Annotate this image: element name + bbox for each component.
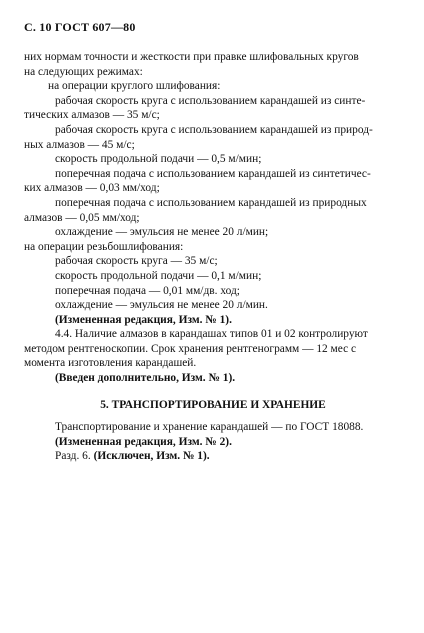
- amendment-note: (Исключен, Изм. № 1).: [93, 450, 210, 463]
- document-body: [24, 50, 402, 464]
- text-line: тических алмазов — 35 м/с;: [24, 109, 160, 122]
- amendment-note: (Измененная редакция, Изм. № 1).: [55, 313, 232, 326]
- page-header: С. 10 ГОСТ 607—80: [24, 20, 136, 34]
- text-line: рабочая скорость круга с использованием карандашей из природ-: [55, 123, 373, 136]
- text-line: методом рентгеноскопии. Срок хранения рентгенограмм — 12 мес с: [24, 342, 357, 355]
- section-6-prefix: Разд. 6.: [55, 450, 94, 463]
- section-title: 5. ТРАНСПОРТИРОВАНИЕ И ХРАНЕНИЕ: [100, 398, 326, 411]
- text-line: поперечная подача с использованием карандашей из природных: [55, 196, 367, 209]
- text-line: на операции круглого шлифования:: [48, 80, 221, 93]
- text-line: скорость продольной подачи — 0,5 м/мин;: [55, 153, 262, 166]
- text-line: алмазов — 0,05 мм/ход;: [24, 211, 140, 224]
- text-line: скорость продольной подачи — 0,1 м/мин;: [55, 269, 262, 282]
- text-line: на операции резьбошлифования:: [24, 240, 184, 253]
- text-line: 4.4. Наличие алмазов в карандашах типов 01 и 02 контролируют: [55, 328, 368, 341]
- text-line: на следующих режимах:: [24, 65, 143, 78]
- text-line: ких алмазов — 0,03 мм/ход;: [24, 182, 160, 195]
- amendment-note: (Введен дополнительно, Изм. № 1).: [55, 372, 236, 385]
- text-line: момента изготовления карандашей.: [24, 357, 197, 370]
- text-line: поперечная подача с использованием карандашей из синтетичес-: [55, 167, 371, 180]
- text-line: ных алмазов — 45 м/с;: [24, 138, 135, 151]
- text-line: Транспортирование и хранение карандашей — по ГОСТ 18088.: [55, 421, 364, 434]
- text-line: рабочая скорость круга с использованием карандашей из синте-: [55, 94, 366, 107]
- text-line: охлаждение — эмульсия не менее 20 л/мин.: [55, 299, 268, 312]
- text-line: них нормам точности и жесткости при правке шлифовальных кругов: [24, 51, 359, 63]
- text-line: поперечная подача — 0,01 мм/дв. ход;: [55, 284, 240, 297]
- section-6-line: [24, 449, 402, 464]
- text-line: охлаждение — эмульсия не менее 20 л/мин;: [55, 226, 269, 239]
- text-line: рабочая скорость круга — 35 м/с;: [55, 255, 218, 268]
- amendment-note: (Измененная редакция, Изм. № 2).: [55, 435, 232, 448]
